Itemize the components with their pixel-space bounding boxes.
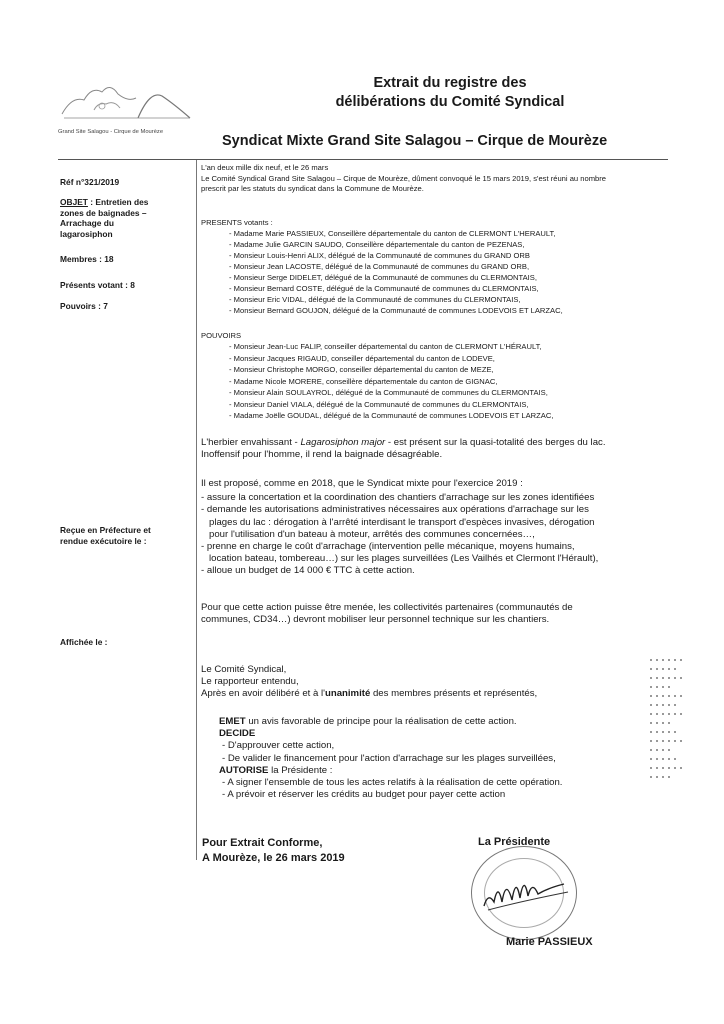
signatory-name: Marie PASSIEUX (506, 936, 593, 948)
list-item: - Madame Nicole MORERE, conseillère départementale du canton de GIGNAC, (229, 376, 498, 386)
list-item: - Monsieur Jean LACOSTE, délégué de la Communauté de communes du GRAND ORB, (229, 262, 530, 271)
proposition-line: location bateau, tombereau…) sur les plages surveillées (Les Vailhés et Clermont l'Hérault), (209, 553, 599, 565)
decide-item: - D'approuver cette action, (222, 740, 335, 752)
herbier-text-a: L'herbier envahissant - (201, 437, 301, 448)
autorise-text: la Présidente : (268, 764, 333, 776)
intro-block (201, 163, 606, 195)
herbier-line-1 (201, 437, 606, 449)
list-item: - Monsieur Serge DIDELET, délégué de la Communauté de communes du CLERMONTAIS, (229, 273, 537, 282)
list-item: - Monsieur Jacques RIGAUD, conseiller départemental du canton de LODEVE, (229, 353, 495, 363)
title-line-2: délibérations du Comité Syndical (335, 94, 565, 110)
presents-heading: PRESENTS votants : (201, 218, 273, 227)
resolution-block (219, 716, 562, 801)
proposition-line: - alloue un budget de 14 000 € TTC à cette action. (201, 565, 415, 577)
extrait-conforme (202, 836, 345, 866)
proposition-line: pour l'utilisation d'un bateau à moteur, arrêtés des communes concernées…, (209, 528, 535, 540)
list-item: - Monsieur Jean-Luc FALIP, conseiller départemental du canton de CLERMONT L'HÉRAULT, (229, 342, 542, 351)
emet-text: un avis favorable de principe pour la réalisation de cette action. (245, 716, 517, 727)
syndicat-name: Syndicat Mixte Grand Site Salagou – Cirque de Mourèze (222, 133, 608, 149)
membres-count: Membres : 18 (60, 254, 114, 264)
herbier-line-2: Inoffensif pour l'homme, il rend la baignade désagréable. (201, 449, 443, 461)
collectivites-line-2: communes, CD34…) devront mobiliser leur personnel technique sur les chantiers. (201, 614, 550, 626)
emet-line (219, 716, 562, 728)
list-item: - Monsieur Bernard COSTE, délégué de la Communauté de communes du CLERMONTAIS, (229, 284, 539, 293)
list-item: - Monsieur Daniel VIALA, délégué de la Communauté de communes du CLERMONTAIS, (229, 399, 529, 409)
herbier-paragraph (201, 437, 606, 461)
proposition-line: - prenne en charge le coût d'arrachage (intervention pelle mécanique, moyens humains, (201, 541, 575, 553)
autorise-label: AUTORISE (219, 764, 269, 776)
deliberation-line (201, 688, 537, 700)
intro-line-2: Le Comité Syndical Grand Site Salagou – Cirque de Mourèze, dûment convoqué le 15 mars 2019, s'est réuni au nombre (201, 173, 606, 183)
deliberation-text-a: Après en avoir délibéré et à l' (201, 688, 325, 700)
rapporteur-line: Le rapporteur entendu, (201, 676, 299, 688)
objet-label: OBJET (60, 197, 88, 207)
prefecture-reception (60, 525, 192, 546)
decide-item: - De valider le financement pour l'action d'arrachage sur les plages surveillées, (222, 752, 556, 764)
decision-block (201, 664, 537, 701)
collectivites-paragraph (201, 602, 573, 626)
presidente-label: La Présidente (478, 836, 551, 848)
autorise-item: - A prévoir et réserver les crédits au budget pour payer cette action (222, 789, 506, 801)
list-item: - Monsieur Alain SOULAYROL, délégué de la Communauté de communes du CLERMONTAIS, (229, 388, 548, 397)
title-line-1: Extrait du registre des (373, 75, 527, 91)
margin-dot-pattern (648, 652, 708, 778)
affichage-label: Affichée le : (60, 637, 108, 647)
list-item: - Madame Joëlle GOUDAL, délégué de la Communauté de communes LODEVOIS ET LARZAC, (229, 411, 554, 420)
collectivites-line-1: Pour que cette action puisse être menée, les collectivités partenaires (communautés de (201, 602, 573, 613)
pouvoirs-count: Pouvoirs : 7 (60, 301, 108, 311)
comite-line: Le Comité Syndical, (201, 664, 287, 675)
objet-line-3: Arrachage du (60, 218, 114, 228)
intro-line-1: L'an deux mille dix neuf, et le 26 mars (201, 163, 329, 172)
document-title (300, 74, 600, 112)
intro-line-3: prescrit par les statuts du syndicat dans la Commune de Mourèze. (201, 184, 424, 194)
unanimite: unanimité (324, 688, 371, 700)
emet-label: EMET (219, 716, 246, 727)
proposition-line: plages du lac : dérogation à l'arrêté interdisant le transport d'espèces invasives, dérogation (209, 516, 595, 528)
proposition-block (201, 478, 598, 578)
objet-text: : Entretien des (87, 197, 149, 207)
handwritten-signature-icon (478, 862, 574, 924)
autorise-line (219, 765, 562, 777)
extrait-label: Pour Extrait Conforme, (202, 837, 323, 849)
pouvoirs-heading: POUVOIRS (201, 331, 242, 340)
objet-line-4: lagarosiphon (60, 228, 113, 239)
list-item: - Monsieur Christophe MORGO, conseiller départemental du canton de MEZE, (229, 365, 494, 374)
objet-line-2: zones de baignades – (60, 207, 147, 218)
herbier-text-b: - est présent sur la quasi-totalité des berges du lac. (385, 437, 606, 448)
presents-count: Présents votant : 8 (60, 280, 135, 290)
recu-line-1: Reçue en Préfecture et (60, 525, 151, 535)
list-item: - Monsieur Louis-Henri ALIX, délégué de la Communauté de communes du GRAND ORB (229, 251, 530, 260)
decide-label: DECIDE (219, 728, 256, 740)
objet-block (60, 197, 192, 239)
list-item: - Monsieur Bernard GOUJON, délégué de la Communauté de communes LODEVOIS ET LARZAC, (229, 306, 563, 315)
proposition-line: - assure la concertation et la coordination des chantiers d'arrachage sur les zones identifiées (201, 492, 595, 504)
recu-line-2: rendue exécutoire le : (60, 535, 147, 546)
column-divider (196, 160, 197, 860)
logo (58, 74, 196, 136)
list-item: - Madame Julie GARCIN SAUDO, Conseillère départementale du canton de PEZENAS, (229, 240, 525, 249)
proposition-intro: Il est proposé, comme en 2018, que le Syndicat mixte pour l'exercice 2019 : (201, 478, 523, 489)
list-item: - Madame Marie PASSIEUX, Conseillère départementale du canton de CLERMONT L'HERAULT, (229, 229, 556, 238)
herbier-species: Lagarosiphon major (300, 437, 386, 448)
reference: Réf n°321/2019 (60, 177, 120, 187)
logo-caption: Grand Site Salagou - Cirque de Mourèze (58, 129, 164, 135)
deliberation-text-c: des membres présents et représentés, (370, 688, 538, 700)
autorise-item: - A signer l'ensemble de tous les actes relatifs à la réalisation de cette opération. (222, 777, 563, 789)
list-item: - Monsieur Eric VIDAL, délégué de la Communauté de communes du CLERMONTAIS, (229, 295, 521, 304)
mountain-landscape-logo-icon (58, 74, 196, 122)
lieu-date: A Mourèze, le 26 mars 2019 (202, 852, 345, 864)
header-divider (58, 159, 668, 160)
proposition-line: - demande les autorisations administratives nécessaires aux opérations d'arrachage sur les (201, 504, 589, 516)
